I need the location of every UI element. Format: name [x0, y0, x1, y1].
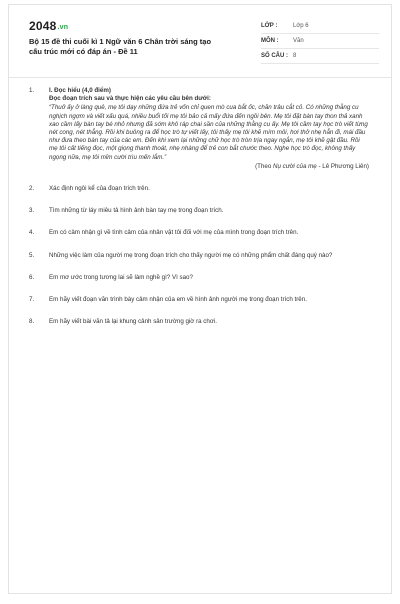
meta-label-mon: MÔN : — [261, 38, 279, 44]
question-item — [29, 274, 369, 282]
question-item — [29, 185, 369, 193]
section-instruction: Đọc đoạn trích sau và thực hiện các yêu cầu bên dưới: — [49, 95, 211, 103]
question-item — [29, 207, 369, 215]
question-text: Xác định ngôi kể của đoạn trích trên. — [49, 185, 150, 193]
question-body — [49, 87, 369, 171]
exam-title: Bộ 15 đề thi cuối kì 1 Ngữ văn 6 Chân trời sáng tạo cấu trúc mới có đáp án - Đề 11 — [29, 37, 212, 56]
page-header — [9, 5, 391, 78]
question-list — [29, 87, 369, 340]
question-number: 6. — [29, 273, 35, 281]
meta-row-socau — [261, 49, 379, 64]
meta-value-socau: 8 — [293, 53, 297, 59]
question-number: 8. — [29, 318, 35, 326]
question-number: 2. — [29, 185, 35, 193]
reading-passage: “Thuở ấy ở làng quê, mẹ tôi dạy những đứa trẻ vốn chỉ quen mò cua bắt ốc, chăn trâu cắt cỏ. Có những thằng cu nghịch ngợm và viết xấu quá, nhiều buổi tối mẹ tôi bảo cả mấy đứa đến ngồi bên. Mẹ tôi đặt bàn tay thon thả xanh xao cầm lấy bàn tay bé nhỏ nhưng đã sớm khô ráp chai sần của những thằng cu ấy. Mẹ tôi cầm tay học trò viết từng nét cong, nét thẳng. Rồi khi buông ra để học trò tự viết lấy, tôi thấy mẹ tôi khẽ mím môi, hơi thở nhẹ hẳn đi, mái đầu như đưa theo bàn tay của các em. Đến khi xem lại những chữ học trò tròn trịa ngay ngắn, mẹ tôi khẽ gật đầu. Rồi mẹ tôi cất tiếng đọc, một giọng thanh thoát, nhẹ nhàng để trẻ con bắt chước theo. Nghe học trò đọc, không thấy ngọng nữa, mẹ tôi mỉm cười trìu mến lắm.” — [49, 104, 368, 161]
passage-source — [49, 163, 369, 171]
meta-value-lop: Lớp 6 — [293, 23, 309, 29]
question-number: 3. — [29, 207, 35, 215]
question-text: Em có cảm nhận gì về tình cảm của nhân vật tôi đối với mẹ của mình trong đoạn trích trên. — [49, 229, 299, 237]
question-text: Em hãy viết đoạn văn trình bày cảm nhận của em về hình ảnh người mẹ trong đoạn trích trên. — [49, 296, 307, 304]
meta-label-lop: LỚP : — [261, 23, 278, 29]
source-suffix: - Lê Phương Liên) — [316, 162, 369, 170]
question-item — [29, 296, 369, 304]
meta-label-socau: SỐ CÂU : — [261, 53, 288, 59]
question-number: 7. — [29, 296, 35, 304]
exam-page — [8, 4, 392, 594]
question-text: Tìm những từ láy miêu tả hình ảnh bàn tay mẹ trong đoạn trích. — [49, 207, 224, 215]
meta-row-mon — [261, 34, 379, 49]
meta-value-mon: Văn — [293, 38, 304, 44]
question-number: 4. — [29, 229, 35, 237]
site-logo[interactable] — [29, 19, 68, 33]
question-item — [29, 252, 369, 260]
question-number: 1. — [29, 87, 35, 94]
section-title: I. Đọc hiểu (4,0 điểm) — [49, 87, 111, 94]
question-item — [29, 318, 369, 326]
question-text: Em mơ ước trong tương lai sẽ làm nghề gì? Vì sao? — [49, 273, 193, 281]
meta-row-lop — [261, 19, 379, 34]
logo-suffix: .vn — [57, 24, 69, 31]
exam-meta — [261, 19, 379, 64]
source-work: Nụ cười của mẹ — [272, 162, 317, 170]
logo-number: 2048 — [29, 19, 57, 33]
question-item — [29, 229, 369, 237]
question-text: Những việc làm của người mẹ trong đoạn trích cho thấy người mẹ có những phẩm chất đáng quý nào? — [49, 251, 333, 259]
question-item — [29, 87, 369, 171]
source-prefix: (Theo — [255, 162, 273, 170]
question-text: Em hãy viết bài văn tả lại khung cảnh sân trường giờ ra chơi. — [49, 318, 217, 326]
question-number: 5. — [29, 251, 35, 259]
